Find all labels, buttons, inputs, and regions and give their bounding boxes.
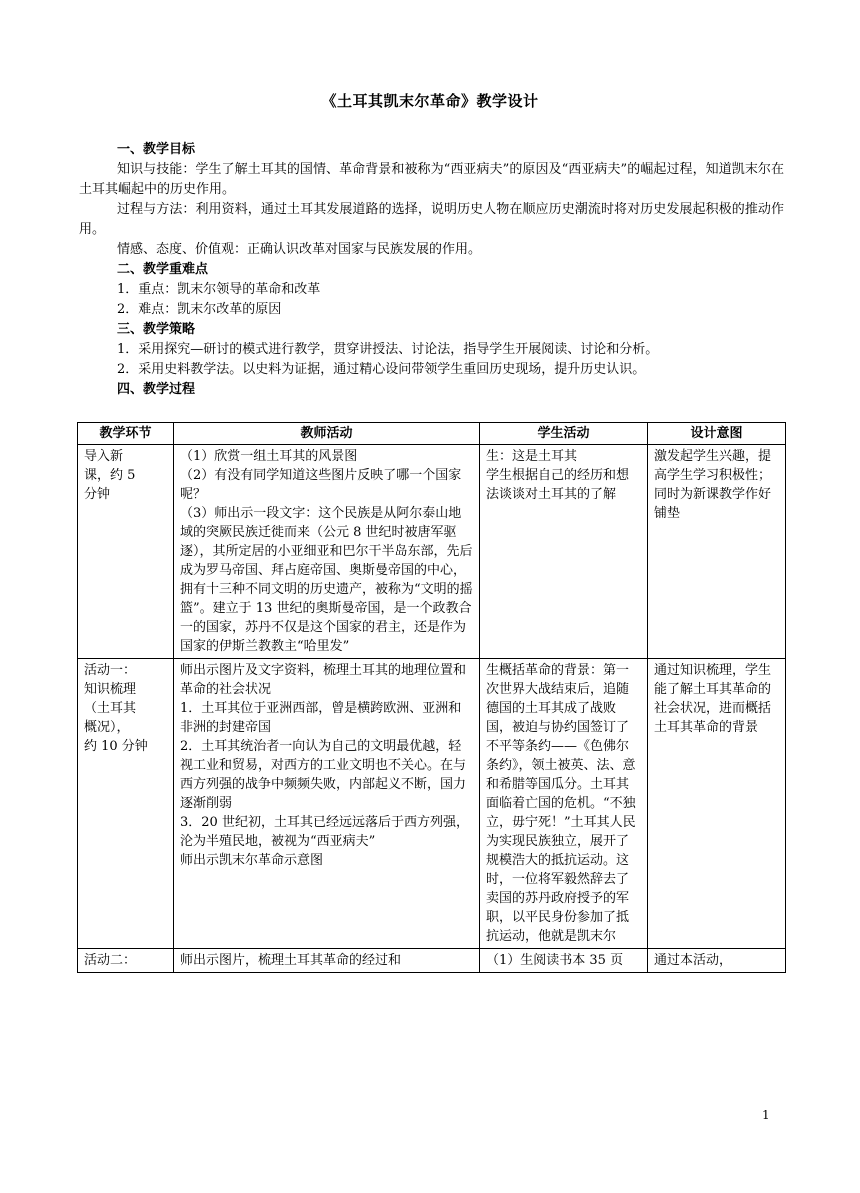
strategy-1: 1．采用探究—研讨的模式进行教学，贯穿讲授法、讨论法，指导学生开展阅读、讨论和分析。: [117, 342, 659, 357]
objective-knowledge: 知识与技能：学生了解土耳其的国情、革命背景和被称为“西亚病夫”的原因及“西亚病夫”的崛起过程，知道凯末尔在土耳其崛起中的历史作用。: [79, 162, 784, 197]
cell-text: 通过本活动，: [654, 953, 733, 968]
cell-text: 概况），: [84, 720, 130, 735]
cell-student: [480, 659, 648, 949]
cell-student: [480, 445, 648, 659]
cell-text: （1）欣赏一组土耳其的风景图: [180, 449, 358, 464]
header-intent: 设计意图: [648, 423, 786, 445]
document-title: 《土耳其凯末尔革命》教学设计: [321, 92, 539, 110]
objective-attitude: 情感、态度、价值观：正确认识改革对国家与民族发展的作用。: [117, 242, 482, 257]
cell-intent: [648, 659, 786, 949]
cell-text: 约 10 分钟: [84, 739, 148, 754]
cell-text: 激发起学生兴趣，提高学生学习积极性；同时为新课教学作好铺垫: [654, 449, 772, 521]
teaching-process-table: [77, 422, 786, 973]
cell-stage: [78, 445, 174, 659]
table-row: [78, 659, 786, 949]
cell-text: 活动一：: [84, 663, 137, 678]
cell-text: （1）生阅读书本 35 页: [486, 953, 624, 968]
header-teacher: 教师活动: [174, 423, 480, 445]
cell-text: 生概括革命的背景：第一次世界大战结束后，追随德国的土耳其成了战败国，被迫与协约国签订了不平等条约——《色佛尔条约》，领土被英、法、意和希腊等国瓜分。土耳其面临着亡国的危机。“不独立，毋宁死！”土耳其人民为实现民族独立，展开了规模浩大的抵抗运动。这时，一位将军毅然辞去了卖国的苏丹政府授予的军职，以平民身份参加了抵抗运动，他就是凯末尔: [486, 663, 636, 944]
table-row: [78, 445, 786, 659]
section-heading-key-points: 二、教学重难点: [117, 262, 209, 277]
cell-text: 学生根据自己的经历和想法谈谈对土耳其的了解: [486, 468, 630, 502]
table-row: [78, 949, 786, 973]
cell-teacher: [174, 659, 480, 949]
cell-text: 2．土耳其统治者一向认为自己的文明最优越，轻视工业和贸易，对西方的工业文明也不关心。在与西方列强的战争中频频失败，内部起义不断，国力逐渐削弱: [180, 739, 467, 811]
cell-text: （3）师出示一段文字：这个民族是从阿尔泰山地域的突厥民族迁徙而来（公元 8 世纪时被唐军驱逐），其所定居的小亚细亚和巴尔干半岛东部，先后成为罗马帝国、拜占庭帝国、奥斯曼帝国的中心，拥有十三种不同文明的历史遗产，被称为“文明的摇篮”。建立于 13 世纪的奥斯曼帝国，是一个政教合一的国家，苏丹不仅是这个国家的君主，还是作为国家的伊斯兰教教主“哈里发”: [180, 506, 473, 654]
difficult-point: 2．难点：凯末尔改革的原因: [117, 302, 282, 317]
cell-text: 分钟: [84, 487, 111, 502]
cell-student: [480, 949, 648, 973]
header-student: 学生活动: [480, 423, 648, 445]
cell-intent: [648, 445, 786, 659]
cell-text: 1．土耳其位于亚洲西部，曾是横跨欧洲、亚洲和非洲的封建帝国: [180, 701, 462, 735]
cell-teacher: [174, 949, 480, 973]
cell-intent: [648, 949, 786, 973]
section-heading-strategy: 三、教学策略: [117, 322, 196, 337]
cell-stage: [78, 659, 174, 949]
cell-text: 活动二：: [84, 953, 137, 968]
key-point: 1．重点：凯末尔领导的革命和改革: [117, 282, 321, 297]
cell-text: 知识梳理: [84, 682, 137, 697]
header-stage: 教学环节: [78, 423, 174, 445]
cell-teacher: [174, 445, 480, 659]
section-heading-objectives: 一、教学目标: [117, 142, 196, 157]
cell-text: （2）有没有同学知道这些图片反映了哪一个国家呢？: [180, 468, 462, 502]
cell-text: 师出示凯末尔革命示意图: [180, 853, 324, 868]
objective-process: 过程与方法：利用资料，通过土耳其发展道路的选择，说明历史人物在顺应历史潮流时将对历史发展起积极的推动作用。: [79, 202, 784, 237]
page-number: 1: [762, 1108, 770, 1122]
table-header-row: [78, 423, 786, 445]
cell-text: 生：这是土耳其: [486, 449, 578, 464]
cell-text: 师出示图片，梳理土耳其革命的经过和: [180, 953, 402, 968]
cell-text: 通过知识梳理，学生能了解土耳其革命的社会状况，进而概括土耳其革命的背景: [654, 663, 772, 735]
cell-text: 导入新: [84, 449, 124, 464]
section-heading-process: 四、教学过程: [117, 382, 196, 397]
cell-text: （土耳其: [84, 701, 137, 716]
cell-text: 课，约 5: [84, 468, 136, 483]
cell-text: 师出示图片及文字资料，梳理土耳其的地理位置和革命的社会状况: [180, 663, 467, 697]
strategy-2: 2．采用史料教学法。以史料为证据，通过精心设问带领学生重回历史现场，提升历史认识。: [117, 362, 646, 377]
document-body: [79, 140, 784, 400]
cell-stage: [78, 949, 174, 973]
cell-text: 3．20 世纪初，土耳其已经远远落后于西方列强，沦为半殖民地，被视为“西亚病夫”: [180, 815, 469, 849]
